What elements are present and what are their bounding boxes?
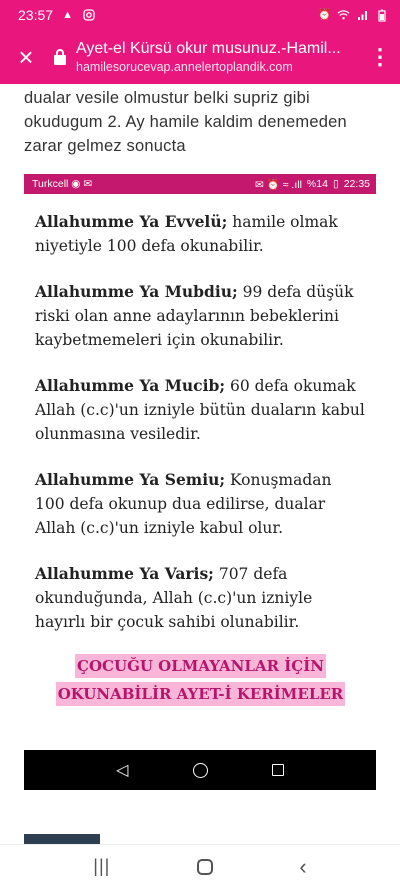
more-vert-icon: ⋮: [369, 44, 391, 69]
prayer-entry: Allahumme Ya Varis; 707 defa okunduğunda, Allah (c.c)'un izniyle hayırlı bir çocuk sahibi olunabilir.: [35, 564, 313, 631]
embedded-home-icon: [193, 763, 208, 778]
embedded-recents-icon: [272, 764, 284, 776]
highlight-line-1: ÇOCUĞU OLMAYANLAR İÇİN: [75, 654, 326, 678]
post-text: dualar vesile olmustur belki supriz gibi okudugum 2. Ay hamile kaldim denemeden zarar gelmez sonucta: [24, 89, 347, 155]
embedded-screenshot: [24, 174, 376, 790]
lock-icon[interactable]: [52, 47, 68, 67]
page-title: Ayet-el Kürsü okur musunuz.-Hamil...: [76, 40, 341, 57]
embedded-article: [24, 194, 376, 710]
close-button[interactable]: [0, 30, 52, 84]
embedded-battery-icon: ▯: [332, 178, 339, 190]
embedded-back-icon: ◁: [116, 762, 129, 779]
prayer-entry: Allahumme Ya Mucib; 60 defa okumak Allah (c.c)'un izniyle bütün duaların kabul olunmasına vesiledir.: [35, 376, 365, 443]
close-icon: ×: [18, 41, 34, 72]
embedded-status-bar: [24, 174, 376, 194]
highlight-heading: [35, 654, 366, 710]
prayer-entry: Allahumme Ya Semiu; Konuşmadan 100 defa okunup dua edilirse, dualar Allah (c.c)'un izniyle kabul olur.: [35, 470, 332, 537]
embedded-nav-bar: [24, 750, 376, 790]
notification-icon: ▲: [62, 8, 73, 21]
next-content-block: [24, 834, 100, 844]
alarm-icon: ⏰: [317, 8, 332, 21]
battery-icon: [375, 9, 388, 22]
status-time: 23:57: [18, 7, 54, 23]
embedded-battery: %14: [306, 178, 328, 190]
prayer-entry: Allahumme Ya Evvelü; hamile olmak niyetiyle 100 defa okunabilir.: [35, 212, 338, 255]
more-options-button[interactable]: [360, 30, 400, 84]
system-navigation-bar: [0, 844, 400, 888]
signal-icon: [356, 9, 369, 22]
embedded-carrier: Turkcell ◉ ✉: [32, 178, 93, 190]
page-url: hamilesorucevap.annelertoplandik.com: [76, 60, 293, 74]
title-area[interactable]: [76, 39, 360, 75]
embedded-status-icons: ✉ ⏰ ≈ .ıll: [255, 178, 302, 191]
status-bar: [0, 0, 400, 30]
back-button[interactable]: ‹: [299, 853, 307, 879]
highlight-line-2: OKUNABİLİR AYET-İ KERİMELER: [56, 682, 346, 706]
recents-button[interactable]: |||: [93, 856, 111, 876]
wifi-icon: [337, 9, 350, 22]
web-content[interactable]: [0, 84, 400, 844]
custom-tab-toolbar: [0, 30, 400, 84]
instagram-icon: [82, 9, 95, 22]
home-button[interactable]: [197, 859, 213, 875]
prayer-entry: Allahumme Ya Mubdiu; 99 defa düşük riski olan anne adaylarının bebeklerini kaybetmemeleri için okunabilir.: [35, 282, 354, 349]
embedded-time: 22:35: [343, 178, 370, 190]
